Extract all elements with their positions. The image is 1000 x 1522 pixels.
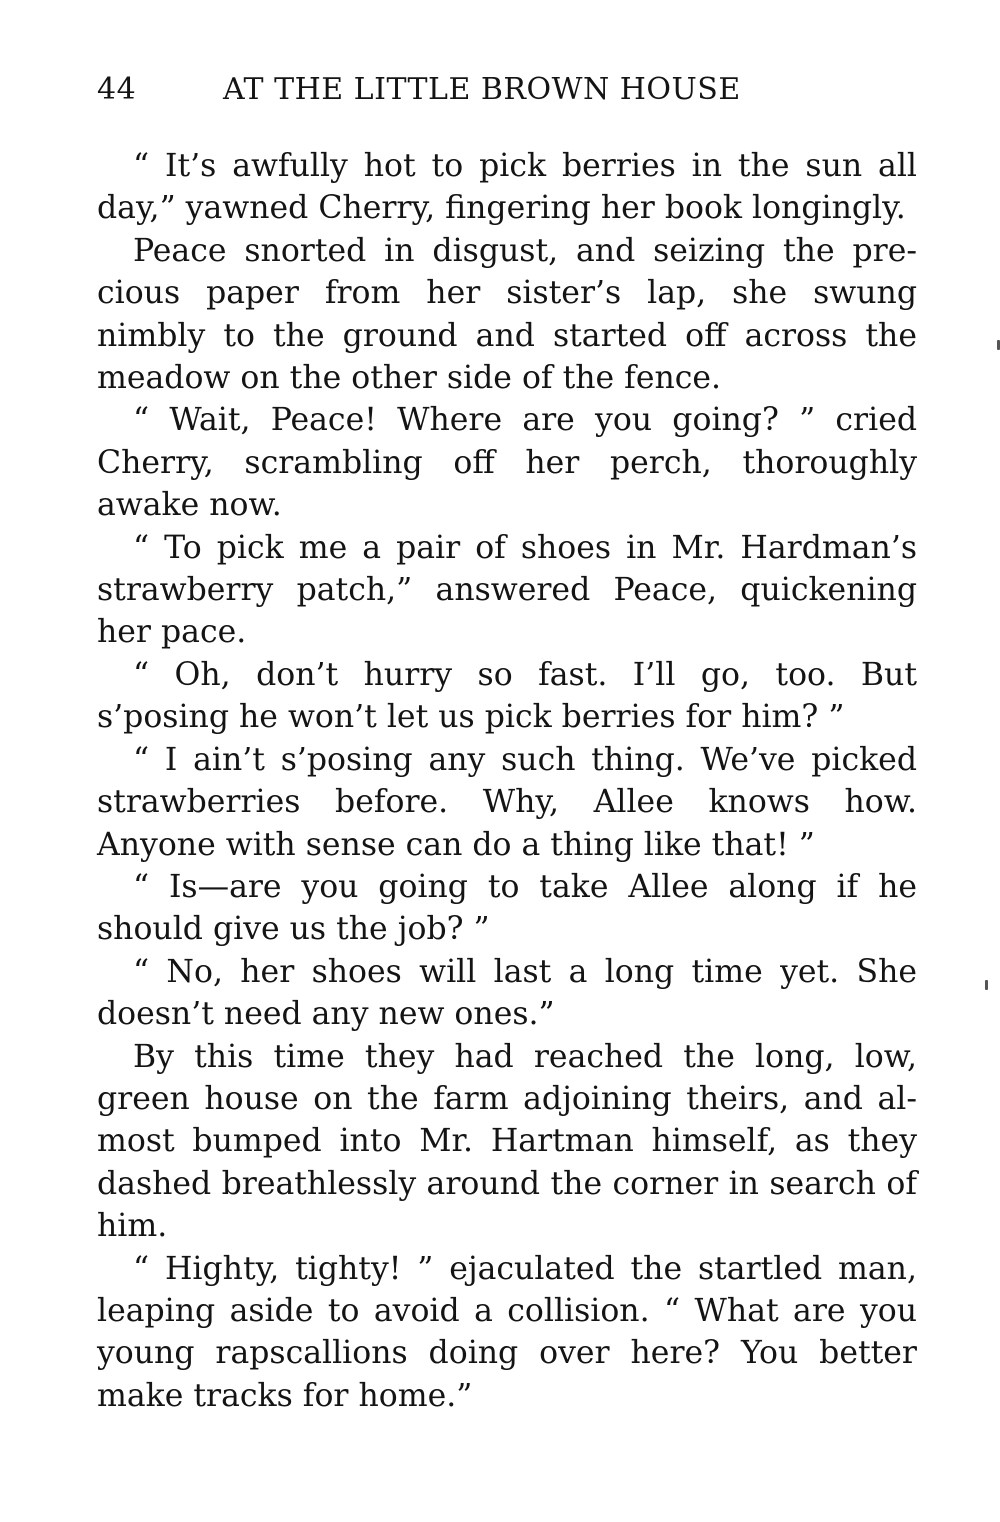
page-header [97, 70, 797, 110]
paragraph: “ No, her shoes will last a long time yet. She doesn’t need any new ones.” [97, 953, 917, 1033]
paragraph: “ It’s awfully hot to pick berries in the sun all day,” yawned Cherry, fingering her book longingly. [97, 148, 917, 227]
paragraph: “ I ain’t s’posing any such thing. We’ve picked strawberries before. Why, Allee knows how. Anyone with sense can do a thing like that! ” [97, 741, 917, 863]
paragraph: By this time they had reached the long, low, green house on the farm adjoining theirs, and almost bumped into Mr. Hartman himself, as they dashed breathlessly around the corner in search of him. [97, 1038, 917, 1245]
paragraph: “ Is—are you going to take Allee along if he should give us the job? ” [97, 868, 917, 948]
paragraph: “ Highty, tighty! ” ejaculated the startled man, leaping aside to avoid a collision. “ What are you young rapscallions doing over here? You better make tracks for home.” [97, 1250, 917, 1414]
paragraph: “ To pick me a pair of shoes in Mr. Hardman’s strawberry patch,” answered Peace, quickening her pace. [97, 529, 917, 651]
paragraph: “ Wait, Peace! Where are you going? ” cried Cherry, scrambling off her perch, thoroughly awake now. [97, 402, 917, 524]
body-text [97, 145, 917, 1417]
page-number: 44 [97, 72, 137, 107]
paragraph: “ Oh, don’t hurry so fast. I’ll go, too. But s’posing he won’t let us pick berries for him? ” [97, 656, 917, 736]
paragraph: Peace snorted in disgust, and seizing the precious paper from her sister’s lap, she swung nimbly to the ground and started off across the meadow on the other side of the fence. [97, 232, 917, 397]
print-speck [985, 980, 988, 990]
running-head: AT THE LITTLE BROWN HOUSE [223, 72, 741, 107]
